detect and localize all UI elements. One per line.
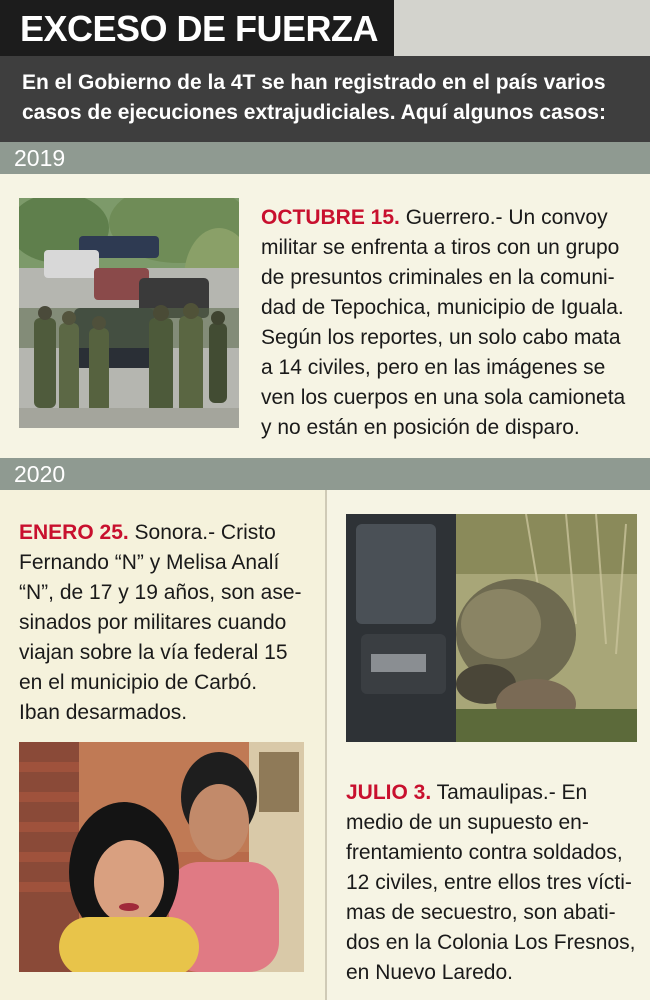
story-enero-line: viajan sobre la vía federal 15 xyxy=(19,641,288,664)
story-enero-line: Iban desarmados. xyxy=(19,701,188,724)
convoy-photo xyxy=(19,198,239,428)
title-box xyxy=(0,0,394,56)
intro-text: En el Gobierno de la 4T se han registrado en el país varios casos de ejecuciones extrajudiciales. Aquí algunos casos: xyxy=(22,71,606,124)
story-julio-line: mas de secuestro, son abati- xyxy=(346,901,616,924)
story-octubre-date: OCTUBRE 15. xyxy=(261,206,400,229)
story-julio-line: dos en la Colonia Los Fresnos, xyxy=(346,931,636,954)
vehicle-scene-photo xyxy=(346,514,637,742)
column-divider xyxy=(325,490,327,1000)
story-julio-line: medio de un supuesto en- xyxy=(346,811,589,834)
story-enero-line: “N”, de 17 y 19 años, son ase- xyxy=(19,581,302,604)
story-julio-line: Tamaulipas.- En xyxy=(431,781,588,804)
page-title: EXCESO DE FUERZA xyxy=(20,8,379,49)
story-enero-date: ENERO 25. xyxy=(19,521,129,544)
title-bar xyxy=(0,0,650,56)
story-octubre-line: militar se enfrenta a tiros con un grupo xyxy=(261,236,620,259)
story-octubre-line: dad de Tepochica, municipio de Iguala. xyxy=(261,296,624,319)
year-label-2019: 2019 xyxy=(14,145,66,171)
story-enero-line: sinados por militares cuando xyxy=(19,611,287,634)
story-octubre-line: a 14 civiles, pero en las imágenes se xyxy=(261,356,606,379)
story-enero xyxy=(19,518,319,728)
story-julio-line: en Nuevo Laredo. xyxy=(346,961,513,984)
year-bar-2019 xyxy=(0,142,650,174)
intro-panel xyxy=(0,56,650,142)
story-julio-line: frentamiento contra soldados, xyxy=(346,841,623,864)
story-enero-line: Fernando “N” y Melisa Analí xyxy=(19,551,280,574)
story-enero-line: en el municipio de Carbó. xyxy=(19,671,258,694)
story-julio-date: JULIO 3. xyxy=(346,781,432,804)
story-octubre-line: Guerrero.- Un convoy xyxy=(399,206,608,229)
year-label-2020: 2020 xyxy=(14,461,66,487)
year-bar-2020 xyxy=(0,458,650,490)
story-julio xyxy=(346,778,641,988)
story-julio-line: 12 civiles, entre ellos tres vícti- xyxy=(346,871,632,894)
story-octubre-line: Según los reportes, un solo cabo mata xyxy=(261,326,621,349)
story-octubre-line: y no están en posición de disparo. xyxy=(261,416,580,439)
couple-photo xyxy=(19,742,304,972)
story-octubre xyxy=(261,203,641,443)
story-octubre-line: ven los cuerpos en una sola camioneta xyxy=(261,386,626,409)
story-enero-line: Sonora.- Cristo xyxy=(128,521,276,544)
story-octubre-line: de presuntos criminales en la comuni- xyxy=(261,266,615,289)
